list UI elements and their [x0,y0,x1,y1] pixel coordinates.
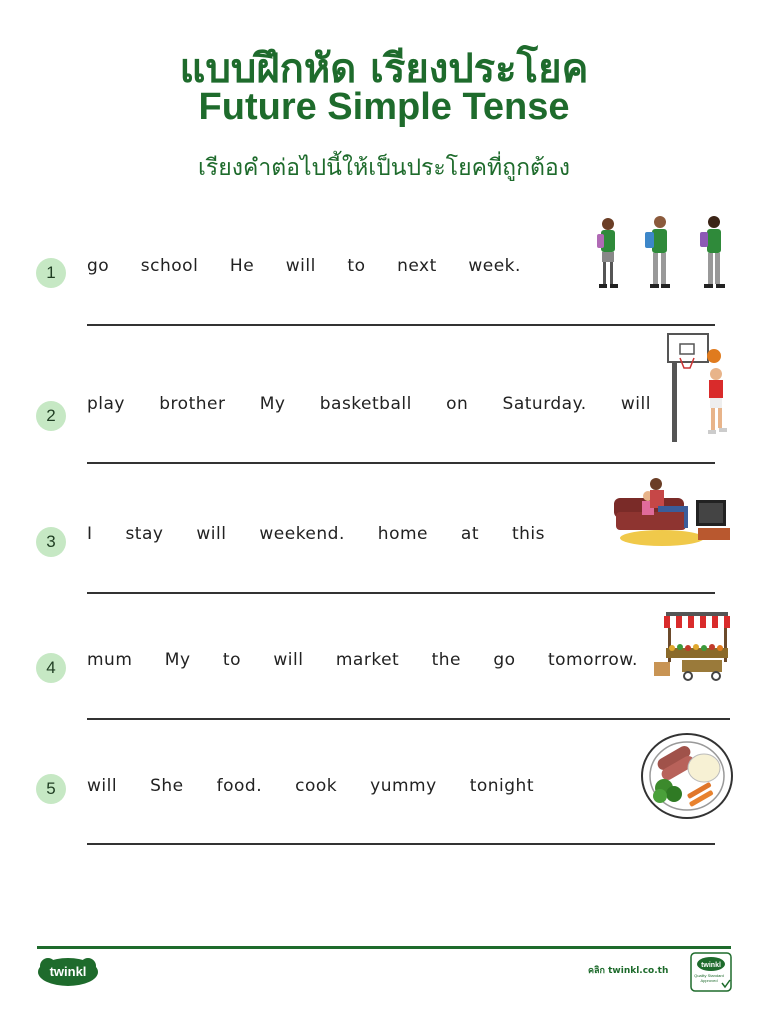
word: the [431,650,461,670]
word: stay [125,524,164,544]
instruction-text: เรียงคำต่อไปนี้ให้เป็นประโยคที่ถูกต้อง [198,155,570,181]
word: will [285,256,316,276]
word: to [347,256,366,276]
children-walking-to-school-icon [590,212,734,292]
word: school [140,256,199,276]
word: go [87,256,110,276]
word: will [620,394,651,414]
word-list [87,524,545,544]
word: go [493,650,516,670]
word: play [87,394,125,414]
word: She [150,776,184,796]
question-number: 4 [36,653,66,683]
market-stall-icon [652,610,734,682]
word: to [222,650,241,670]
word: yummy [370,776,437,796]
word: cook [295,776,338,796]
word: tomorrow. [547,650,638,670]
plate-of-food-icon [640,732,734,820]
svg-text:twinkl: twinkl [49,964,87,979]
word: food. [216,776,263,796]
word: mum [87,650,133,670]
twinkl-logo [36,956,100,988]
answer-line [87,324,715,326]
word-list [87,650,638,670]
word: next [397,256,437,276]
word: home [377,524,428,544]
word: market [335,650,400,670]
word-list [87,776,534,796]
word: at [460,524,480,544]
word: will [196,524,227,544]
quality-standard-badge [690,952,732,992]
word: week. [468,256,521,276]
question-number: 3 [36,527,66,557]
family-on-sofa-watching-tv-icon [612,474,734,550]
word-list [87,256,521,276]
question-number: 2 [36,401,66,431]
page-title-english: Future Simple Tense [198,86,570,128]
word: will [87,776,118,796]
word: My [259,394,286,414]
word: My [164,650,191,670]
badge-caption: Quality Standard Approved [694,973,724,983]
word: basketball [319,394,412,414]
word: will [273,650,304,670]
word: Saturday. [502,394,587,414]
svg-text:twinkl: twinkl [701,962,721,969]
word: brother [159,394,226,414]
word: I [87,524,93,544]
question-number: 1 [36,258,66,288]
footer-divider [37,946,731,949]
answer-line [87,843,715,845]
question-number: 5 [36,774,66,804]
word: He [229,256,255,276]
page-title-thai: แบบฝึกหัด เรียงประโยค [179,46,589,92]
word-list [87,394,651,414]
word: this [511,524,545,544]
answer-line [87,592,715,594]
word: weekend. [259,524,345,544]
basketball-player-icon [664,332,738,444]
answer-line [87,718,730,720]
word: tonight [469,776,534,796]
word: on [446,394,469,414]
answer-line [87,462,715,464]
footer-website-link[interactable]: คลิก twinkl.co.th [588,966,669,976]
